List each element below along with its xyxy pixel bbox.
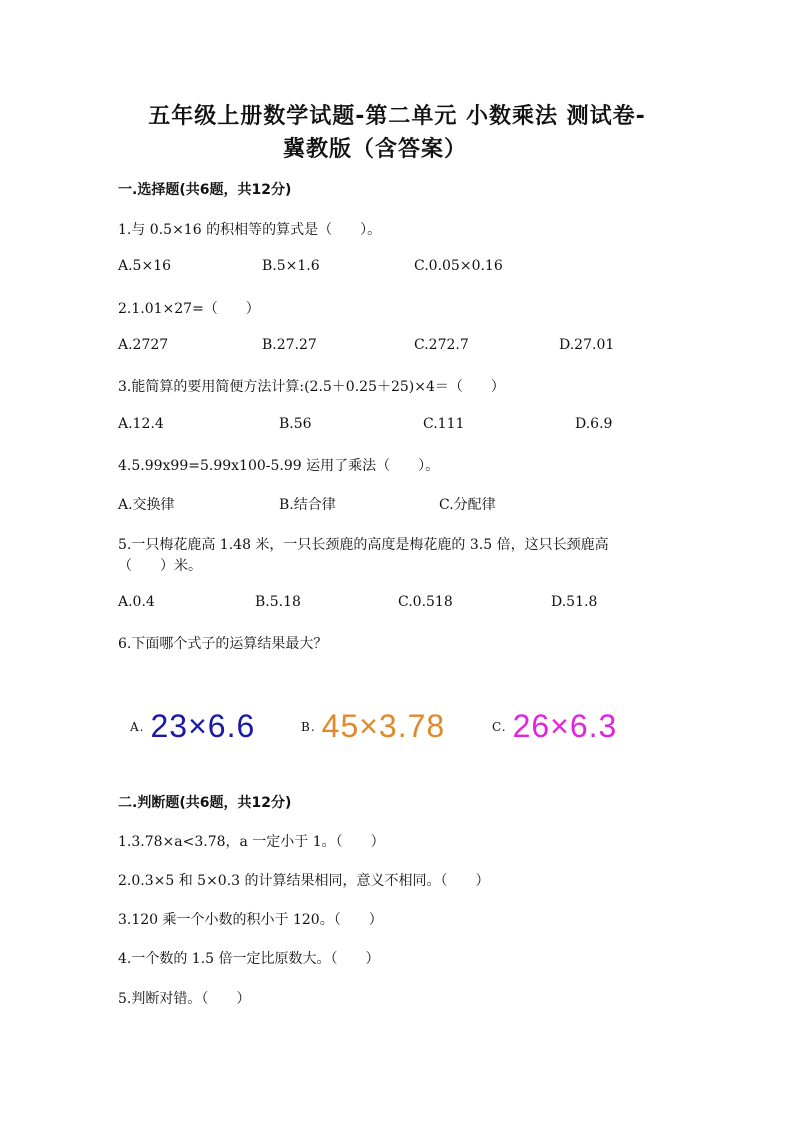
judge-question-3: 3.120 乘一个小数的积小于 120。（ ） [118,912,383,928]
question-1: 1.与 0.5×16 的积相等的算式是（ ）。 [118,222,382,238]
option-d: D.6.9 [575,416,613,432]
question-5: 5.一只梅花鹿高 1.48 米，一只长颈鹿的高度是梅花鹿的 3.5 倍，这只长颈鹿高 [118,537,609,553]
option-c: C.0.518 [398,594,453,610]
doc-title-line1: 五年级上册数学试题-第二单元 小数乘法 测试卷- [148,104,646,129]
question-5-cont: （ ）米。 [118,558,202,574]
question-3: 3.能简算的要用简便方法计算:(2.5＋0.25＋25)×4＝（ ） [118,379,505,395]
big-option-c [492,708,617,745]
option-a: A.0.4 [118,594,155,610]
judge-question-2: 2.0.3×5 和 5×0.3 的计算结果相同，意义不相同。（ ） [118,873,490,889]
option-b: B.27.27 [262,337,317,353]
big-option-c-expr: 26×6.3 [512,708,618,744]
judge-question-1: 1.3.78×a<3.78，a 一定小于 1。（ ） [118,834,385,850]
option-d: D.27.01 [559,337,615,353]
big-option-c-label: C. [492,720,507,734]
option-a: A.2727 [118,337,169,353]
big-option-b-expr: 45×3.78 [321,708,446,744]
option-c: C.0.05×0.16 [414,258,503,274]
question-4: 4.5.99x99=5.99x100-5.99 运用了乘法（ ）。 [118,458,440,474]
section2-heading: 二.判断题(共6题，共12分) [118,795,292,811]
judge-question-4: 4.一个数的 1.5 倍一定比原数大。（ ） [118,951,380,967]
option-b: B.结合律 [279,497,336,513]
judge-question-5: 5.判断对错。（ ） [118,991,251,1007]
question-2: 2.1.01×27=（ ） [118,301,260,317]
option-a: A.12.4 [118,416,164,432]
section1-heading: 一.选择题(共6题，共12分) [118,182,292,198]
option-c: C.分配律 [439,497,496,513]
option-b: B.5.18 [255,594,301,610]
option-d: D.51.8 [551,594,598,610]
option-b: B.5×1.6 [262,258,320,274]
big-option-a-label: A. [130,720,145,734]
option-c: C.111 [423,416,465,432]
doc-title-line2: 冀教版（含答案） [282,137,467,162]
big-option-b-label: B. [301,720,316,734]
option-a: A.交换律 [118,497,175,513]
option-b: B.56 [279,416,312,432]
big-option-b [301,708,445,745]
option-a: A.5×16 [118,258,172,274]
big-option-a-expr: 23×6.6 [150,708,256,744]
question-6: 6.下面哪个式子的运算结果最大？ [118,636,328,652]
option-c: C.272.7 [414,337,469,353]
big-option-a [130,708,255,745]
